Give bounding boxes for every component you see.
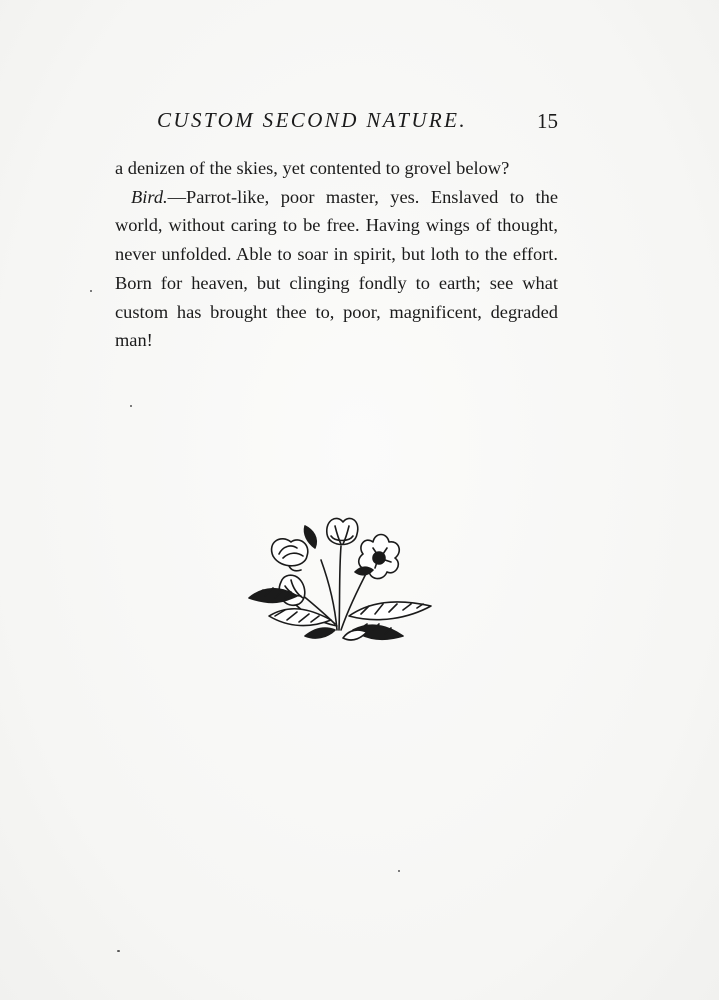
paper-speck xyxy=(398,870,400,872)
page-number: 15 xyxy=(537,109,558,133)
running-head xyxy=(115,108,558,138)
paragraph-continuation: a denizen of the skies, yet contented to grovel below? xyxy=(115,158,510,178)
paper-speck xyxy=(130,405,132,407)
speaker-label: Bird. xyxy=(131,186,168,207)
anemone-flowers-icon xyxy=(245,512,435,644)
body-text xyxy=(115,154,558,355)
running-title: CUSTOM SECOND NATURE. xyxy=(157,108,468,132)
paper-speck xyxy=(117,950,120,952)
paper-speck xyxy=(90,290,92,292)
dialogue-text: —Parrot-like, poor master, yes. Enslaved to the world, without caring to be free. Having wings of thought, never unfolded. Able to soar in spirit, but loth to the effort. Born for heaven, but clinging fondly to earth; see what custom has brought thee to, poor, magnificent, degraded man! xyxy=(115,186,558,351)
paragraph-dialogue xyxy=(115,183,558,355)
